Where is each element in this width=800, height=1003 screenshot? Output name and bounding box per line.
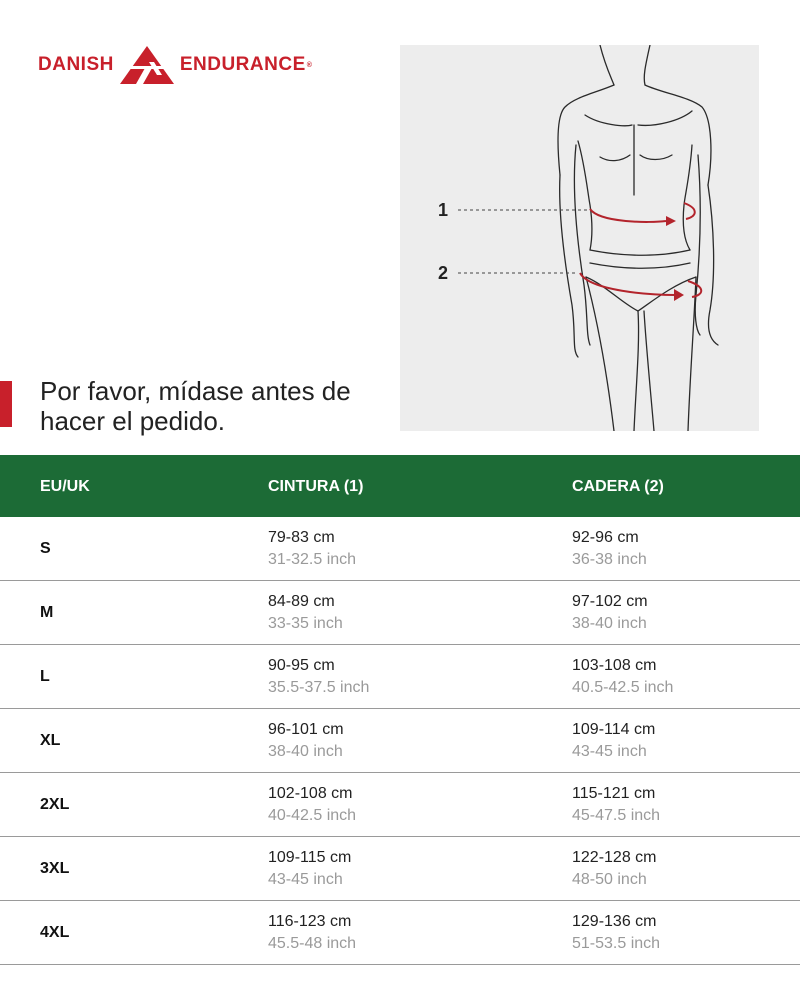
table-row [0,837,800,901]
header-hip: CADERA (2) [572,478,664,495]
waist-cell [268,911,356,955]
hip-cm: 115-121 cm [572,785,656,802]
hip-cell [572,847,657,891]
hip-inch: 38-40 inch [572,615,647,632]
hip-inch: 45-47.5 inch [572,807,661,824]
brand-word-left: DANISH [38,54,114,75]
waist-cell [268,719,344,763]
size-label: 3XL [40,859,70,877]
header-waist: CINTURA (1) [268,478,364,495]
waist-cm: 90-95 cm [268,657,335,674]
hip-inch: 43-45 inch [572,743,647,760]
hip-cell [572,911,660,955]
hip-cm: 103-108 cm [572,657,657,674]
waist-cm: 96-101 cm [268,721,344,738]
hip-cell [572,783,660,827]
size-label: S [40,539,51,557]
size-label: 2XL [40,795,70,813]
hip-cell [572,719,655,763]
hip-cell [572,527,647,571]
waist-cell [268,783,356,827]
hip-inch: 40.5-42.5 inch [572,679,674,696]
brand-logo [38,44,312,86]
waist-cm: 116-123 cm [268,913,352,930]
hip-cm: 122-128 cm [572,849,657,866]
waist-inch: 31-32.5 inch [268,551,357,568]
waist-cm: 84-89 cm [268,593,335,610]
size-table-body [0,517,800,965]
header-size: EU/UK [40,478,90,495]
body-outline-illustration [400,45,759,431]
table-row [0,581,800,645]
size-label: 4XL [40,923,70,941]
waist-inch: 38-40 inch [268,743,343,760]
waist-cell [268,847,351,891]
waist-cm: 109-115 cm [268,849,352,866]
hip-cm: 109-114 cm [572,721,656,738]
accent-bar [0,381,12,427]
table-row [0,901,800,965]
waist-inch: 45.5-48 inch [268,935,357,952]
size-label: XL [40,731,61,749]
waist-inch: 33-35 inch [268,615,343,632]
waist-cm: 102-108 cm [268,785,353,802]
brand-trademark: ® [306,61,313,69]
measurement-figure [400,45,759,431]
hip-cell [572,655,673,699]
table-row [0,517,800,581]
waist-cell [268,591,343,635]
waist-inch: 40-42.5 inch [268,807,357,824]
marker-2-label: 2 [438,263,449,283]
hip-cm: 92-96 cm [572,529,639,546]
waist-cell [268,655,369,699]
table-row [0,645,800,709]
waist-cm: 79-83 cm [268,529,335,546]
hip-inch: 48-50 inch [572,871,647,888]
waist-inch: 35.5-37.5 inch [268,679,370,696]
size-table-header [0,455,800,517]
brand-triangle-icon [118,44,176,86]
intro-text: Por favor, mídase antes de hacer el pedido. [40,376,351,436]
waist-cell [268,527,356,571]
table-row [0,773,800,837]
table-row [0,709,800,773]
brand-word-right: ENDURANCE [179,54,306,75]
size-label: L [40,667,50,685]
hip-inch: 36-38 inch [572,551,647,568]
waist-inch: 43-45 inch [268,871,343,888]
hip-cm: 129-136 cm [572,913,657,930]
hip-cm: 97-102 cm [572,593,648,610]
marker-1-label: 1 [438,200,449,220]
hip-cell [572,591,648,635]
hip-inch: 51-53.5 inch [572,935,661,952]
size-label: M [40,603,54,621]
